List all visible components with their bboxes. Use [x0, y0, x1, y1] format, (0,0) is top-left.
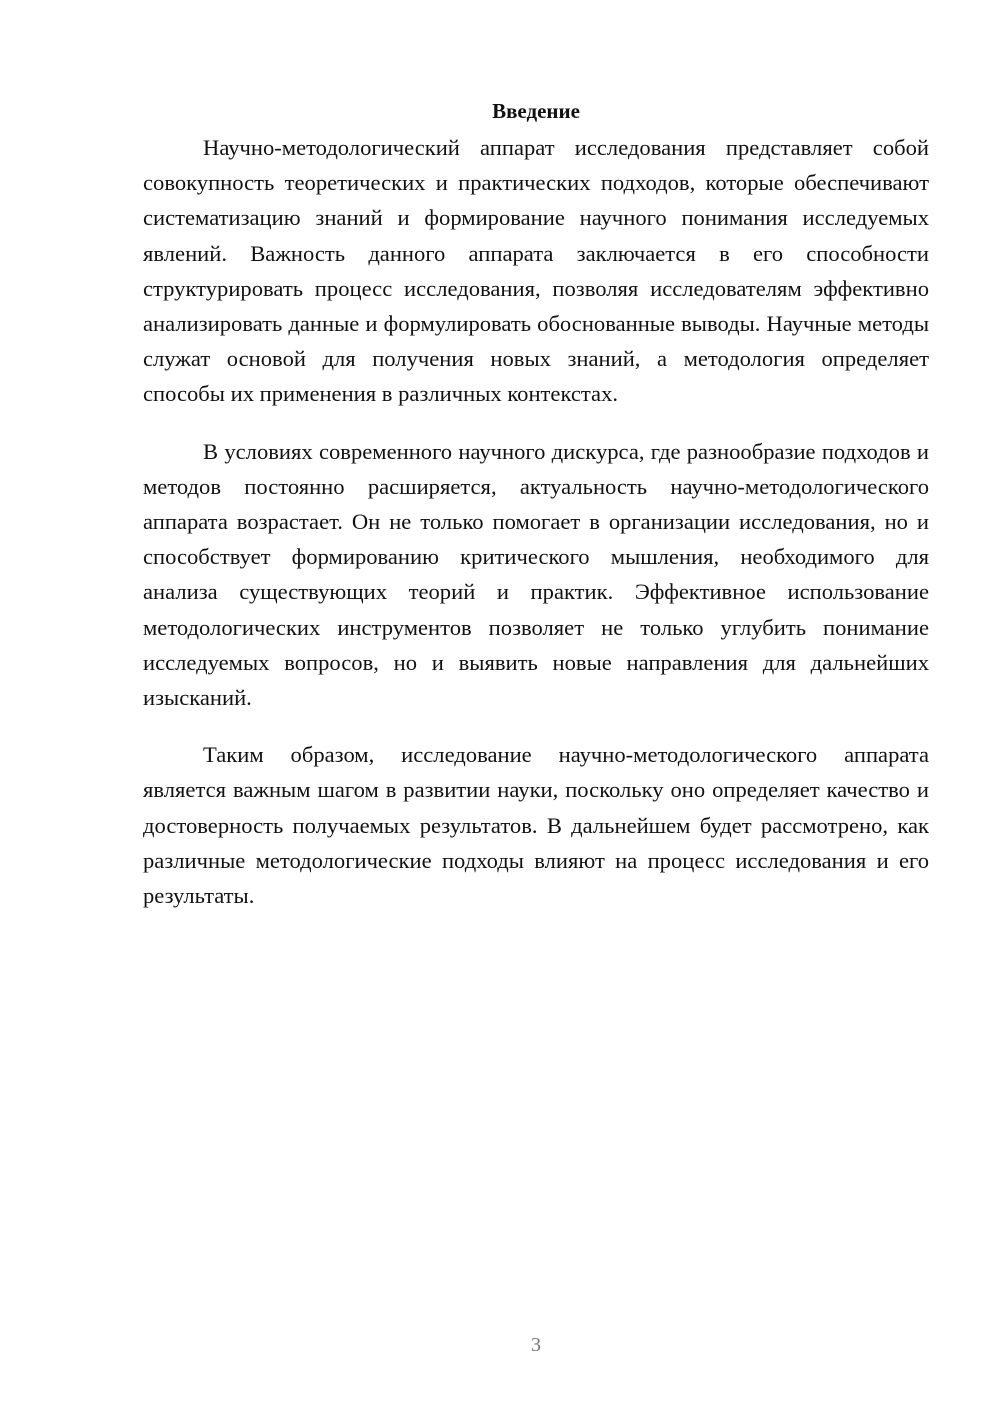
page-number: 3 [531, 1334, 541, 1356]
paragraph-1: Научно-методологический аппарат исследования представляет собой совокупность теоретических и практических подходов, которые обеспечивают систематизацию знаний и формирование научного понимания исследуемых явлений. Важность данного аппарата заключается в его способности структурировать процесс исследования, позволяя исследователям эффективно анализировать данные и формулировать обоснованные выводы. Научные методы служат основой для получения новых знаний, а методология определяет способы их применения в различных контекстах. [143, 135, 929, 407]
section-heading: Введение [492, 99, 580, 123]
paragraph-2: В условиях современного научного дискурса, где разнообразие подходов и методов постоянно расширяется, актуальность научно-методологического аппарата возрастает. Он не только помогает в организации исследования, но и способствует формированию критического мышления, необходимого для анализа существующих теорий и практик. Эффективное использование методологических инструментов позволяет не только углубить понимание исследуемых вопросов, но и выявить новые направления для дальнейших изысканий. [143, 438, 929, 711]
page-content [143, 96, 929, 935]
paragraph-3: Таким образом, исследование научно-методологического аппарата является важным шагом в развитии науки, поскольку оно определяет качество и достоверность получаемых результатов. В дальнейшем будет рассмотрено, как различные методологические подходы влияют на процесс исследования и его результаты. [143, 742, 929, 909]
